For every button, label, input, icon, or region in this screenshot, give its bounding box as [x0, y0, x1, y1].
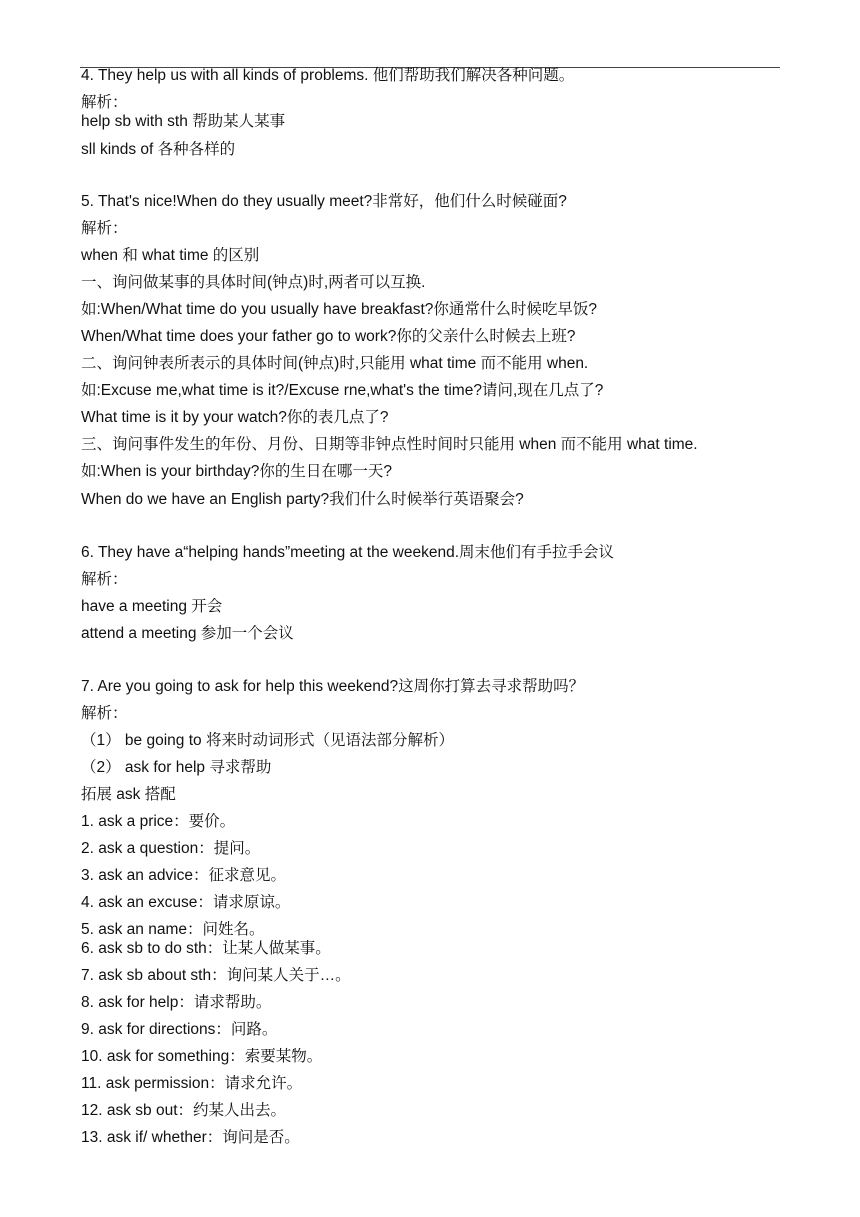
- text-line: 7. Are you going to ask for help this weekend?这周你打算去寻求帮助吗？: [81, 678, 585, 695]
- text-line: 6. They have a“helping hands”meeting at the weekend.周末他们有手拉手会议: [81, 544, 614, 561]
- text-line: 4. They help us with all kinds of problems. 他们帮助我们解决各种问题。: [81, 67, 575, 84]
- text-line: sll kinds of 各种各样的: [81, 141, 236, 158]
- text-line: 解析：: [81, 571, 128, 588]
- text-line: 5. ask an name：问姓名。: [81, 921, 265, 938]
- text-line: have a meeting 开会: [81, 598, 223, 615]
- text-line: 8. ask for help：请求帮助。: [81, 994, 272, 1011]
- text-line: 解析：: [81, 705, 128, 722]
- text-line: 11. ask permission：请求允许。: [81, 1075, 303, 1092]
- text-line: 三、询问事件发生的年份、月份、日期等非钟点性时间时只能用 when 而不能用 what time.: [81, 436, 698, 453]
- text-line: 4. ask an excuse：请求原谅。: [81, 894, 291, 911]
- text-line: 2. ask a question：提问。: [81, 840, 261, 857]
- text-line: 如:When/What time do you usually have breakfast?你通常什么时候吃早饭?: [81, 301, 597, 318]
- text-line: 1. ask a price：要价。: [81, 813, 236, 830]
- text-line: 9. ask for directions：问路。: [81, 1021, 278, 1038]
- text-line: 如:When is your birthday?你的生日在哪一天?: [81, 463, 392, 480]
- text-line: （1） be going to 将来时动词形式（见语法部分解析）: [81, 732, 454, 749]
- text-line: 3. ask an advice：征求意见。: [81, 867, 287, 884]
- text-line: 7. ask sb about sth：询问某人关于…。: [81, 967, 351, 984]
- text-line: When/What time does your father go to work?你的父亲什么时候去上班?: [81, 328, 576, 345]
- text-line: 13. ask if/ whether：询问是否。: [81, 1129, 300, 1146]
- text-line: 如:Excuse me,what time is it?/Excuse rne,what's the time?请问,现在几点了?: [81, 382, 604, 399]
- text-line: 解析：: [81, 94, 128, 111]
- text-line: 解析：: [81, 220, 128, 237]
- text-line: when 和 what time 的区别: [81, 247, 260, 264]
- text-line: help sb with sth 帮助某人某事: [81, 113, 286, 130]
- text-line: 一、询问做某事的具体时间(钟点)时,两者可以互换.: [81, 274, 426, 291]
- text-line: （2） ask for help 寻求帮助: [81, 759, 272, 776]
- text-line: 10. ask for something：索要某物。: [81, 1048, 323, 1065]
- text-line: What time is it by your watch?你的表几点了?: [81, 409, 389, 426]
- text-line: 12. ask sb out：约某人出去。: [81, 1102, 287, 1119]
- text-line: When do we have an English party?我们什么时候举行英语聚会?: [81, 491, 524, 508]
- text-line: attend a meeting 参加一个会议: [81, 625, 294, 642]
- text-line: 5. That's nice!When do they usually meet?非常好，他们什么时候碰面?: [81, 193, 567, 210]
- text-line: 二、询问钟表所表示的具体时间(钟点)时,只能用 what time 而不能用 when.: [81, 355, 589, 372]
- text-line: 6. ask sb to do sth：让某人做某事。: [81, 940, 331, 957]
- text-line: 拓展 ask 搭配: [81, 786, 176, 803]
